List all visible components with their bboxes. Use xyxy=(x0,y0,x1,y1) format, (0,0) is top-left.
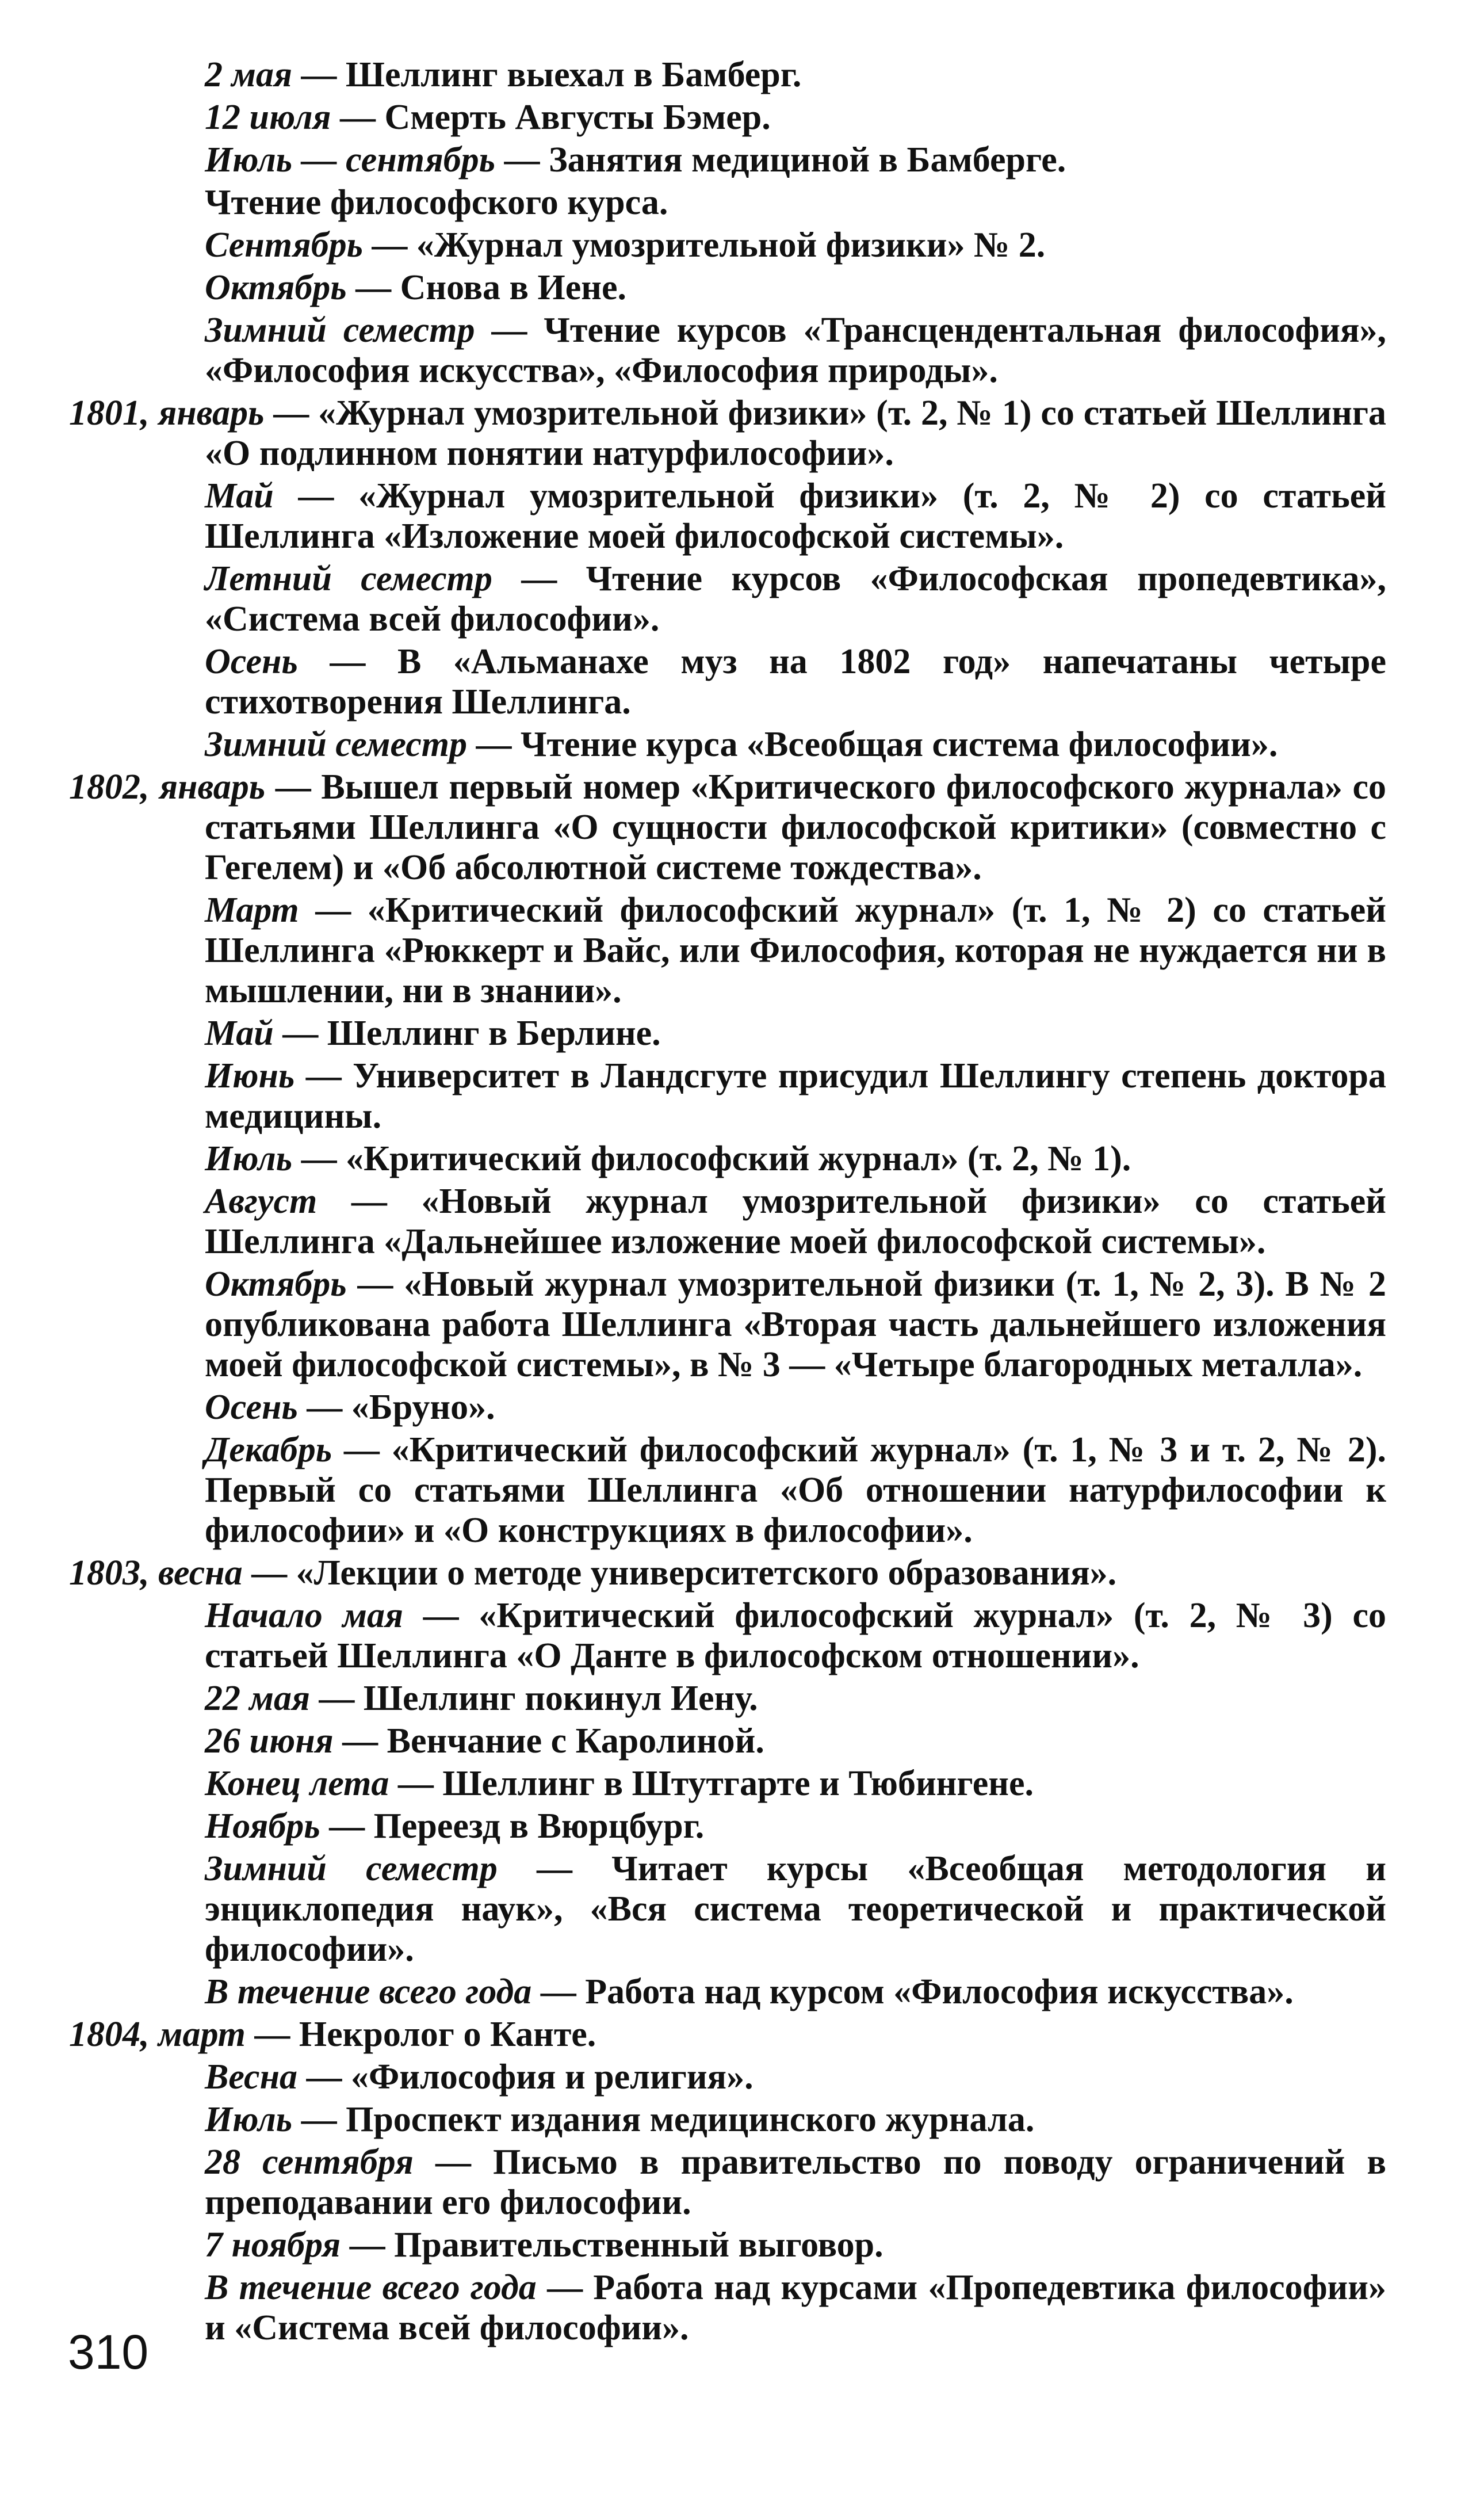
chronology-entry: Июнь — Университет в Ландсгуте присудил Шеллингу степень доктора медицины. xyxy=(205,1056,1386,1136)
entry-text: Письмо в правительство по поводу ограничений в преподавании его философии. xyxy=(205,2143,1387,2222)
entry-text: Чтение курсов «Трансцендентальная философия», «Философия искусства», «Философия природы». xyxy=(205,311,1387,390)
entry-text: «Лекции о методе университетского образования». xyxy=(296,1553,1117,1593)
chronology-entry: Начало мая — «Критический философский журнал» (т. 2, № 3) со статьей Шеллинга «О Данте в философском отношении». xyxy=(205,1596,1386,1675)
chronology-entry: Май — «Журнал умозрительной физики» (т. 2, № 2) со статьей Шеллинга «Изложение моей философской системы». xyxy=(205,476,1386,556)
entry-date-label: 2 мая xyxy=(205,55,292,94)
entry-text: Переезд в Вюрцбург. xyxy=(373,1807,705,1846)
chronology-entry: 12 июля — Смерть Августы Бэмер. xyxy=(205,98,771,137)
entry-date-label: Летний семестр xyxy=(205,559,492,598)
chronology-entry: Октябрь — Снова в Иене. xyxy=(205,268,626,307)
chronology-entry: Ноябрь — Переезд в Вюрцбург. xyxy=(205,1807,705,1846)
entry-date-label: Июль xyxy=(205,2100,293,2139)
chronology-entry: В течение всего года — Работа над курсами «Пропедевтика философии» и «Система всей философии». xyxy=(205,2268,1386,2347)
entry-date-label: Март xyxy=(205,891,299,930)
entry-text: «Критический философский журнал» (т. 1, № 2) со статьей Шеллинга «Рюккерт и Вайс, или Философия, которая не нуждается ни в мышлении, ни в знании». xyxy=(205,891,1387,1010)
chronology-year-entry: 1802, январь — Вышел первый номер «Критического философского журнала» со статьями Шеллинга «О сущности философской критики» (совместно с Гегелем) и «Об абсолютной системе тождества». xyxy=(69,768,1386,887)
chronology-year-entry: 1803, весна — «Лекции о методе университетского образования». xyxy=(69,1553,1117,1593)
entry-text: Шеллинг в Штутгарте и Тюбингене. xyxy=(442,1764,1034,1803)
chronology-entry: Октябрь — «Новый журнал умозрительной физики (т. 1, № 2, 3). В № 2 опубликована работа Шеллинга «Вторая часть дальнейшего изложения моей философской системы», в № 3 — «Четыре благородных металла». xyxy=(205,1265,1386,1384)
entry-text: «Философия и религия». xyxy=(351,2057,754,2097)
entry-date-label: Зимний семестр xyxy=(205,725,467,764)
chronology-entry: В течение всего года — Работа над курсом «Философия искусства». xyxy=(205,1972,1294,2011)
chronology-entry: Зимний семестр — Читает курсы «Всеобщая методология и энциклопедия наук», «Вся система теоретической и практической философии». xyxy=(205,1849,1386,1969)
entry-date-label: Сентябрь xyxy=(205,226,363,265)
entry-date-label: Ноябрь xyxy=(205,1807,320,1846)
entry-date-label: 26 июня xyxy=(205,1721,334,1761)
entry-text: В «Альманахе муз на 1802 год» напечатаны четыре стихотворения Шеллинга. xyxy=(205,642,1386,721)
entry-text: Снова в Иене. xyxy=(400,268,626,307)
entry-date-label: Осень xyxy=(205,642,298,681)
entry-text: «Журнал умозрительной физики» (т. 2, № 1) со статьей Шеллинга «О подлинном понятии натурфилософии». xyxy=(205,394,1387,473)
chronology-entry: Летний семестр — Чтение курсов «Философская пропедевтика», «Система всей философии». xyxy=(205,559,1386,639)
entry-text: Некролог о Канте. xyxy=(299,2015,596,2054)
chronology-year-entry: 1801, январь — «Журнал умозрительной физики» (т. 2, № 1) со статьей Шеллинга «О подлинном понятии натурфилософии». xyxy=(69,394,1387,473)
entry-date-label: Зимний семестр xyxy=(205,1849,498,1888)
entry-date-label: Октябрь xyxy=(205,268,347,307)
chronology-entry xyxy=(69,182,1386,223)
entry-date-label: Август xyxy=(205,1182,318,1221)
entry-year-label: 1803, весна xyxy=(69,1553,243,1593)
entry-date-label: 7 ноября xyxy=(205,2225,341,2265)
chronology-entry: 28 сентября — Письмо в правительство по поводу ограничений в преподавании его философии. xyxy=(205,2143,1387,2222)
chronology-entry: Декабрь — «Критический философский журнал» (т. 1, № 3 и т. 2, № 2). Первый со статьями Шеллинга «Об отношении натурфилософии к философии» и «О конструкциях в философии». xyxy=(205,1430,1387,1550)
chronology-year-entry: 1804, март — Некролог о Канте. xyxy=(69,2015,596,2054)
entry-text: Проспект издания медицинского журнала. xyxy=(346,2100,1035,2139)
entry-text: Чтение курса «Всеобщая система философии». xyxy=(520,725,1278,764)
entry-date-label: Май xyxy=(205,1014,274,1053)
entry-text: Занятия медициной в Бамберге. xyxy=(548,140,1066,180)
entry-date-label: Октябрь xyxy=(205,1265,347,1304)
entry-date-label: Осень xyxy=(205,1388,298,1427)
entry-text: Шеллинг выехал в Бамберг. xyxy=(345,55,802,94)
chronology-entry: Июль — сентябрь — Занятия медициной в Бамберге. xyxy=(205,140,1066,180)
entry-text: Работа над курсом «Философия искусства». xyxy=(585,1972,1294,2011)
entry-text: Чтение философского курса. xyxy=(205,183,668,222)
entry-text: Шеллинг в Берлине. xyxy=(327,1014,661,1053)
entry-text: «Критический философский журнал» (т. 1, № 3 и т. 2, № 2). Первый со статьями Шеллинга «Об отношении натурфилософии к философии» и «О конструкциях в философии». xyxy=(205,1430,1387,1550)
entry-text: «Бруно». xyxy=(351,1388,495,1427)
entry-text: «Журнал умозрительной физики» № 2. xyxy=(416,226,1046,265)
entry-date-label: Начало мая xyxy=(205,1596,403,1635)
entry-text: Шеллинг покинул Иену. xyxy=(363,1679,758,1718)
chronology-entry: 2 мая — Шеллинг выехал в Бамберг. xyxy=(205,55,802,94)
entry-date-label: Май xyxy=(205,476,274,516)
entry-date-label: В течение всего года xyxy=(205,2268,537,2307)
entry-date-label: Декабрь xyxy=(205,1430,332,1469)
entry-text: «Критический философский журнал» (т. 2, № 1). xyxy=(346,1139,1131,1178)
entry-date-label: Июль xyxy=(205,1139,293,1178)
chronology-entry: Осень — «Бруно». xyxy=(205,1388,495,1427)
entry-text: Вышел первый номер «Критического философского журнала» со статьями Шеллинга «О сущности философской критики» (совместно с Гегелем) и «Об абсолютной системе тождества». xyxy=(205,768,1386,887)
chronology-entry: Июль — Проспект издания медицинского журнала. xyxy=(205,2100,1035,2139)
chronology-entry: Конец лета — Шеллинг в Штутгарте и Тюбингене. xyxy=(205,1764,1034,1803)
chronology-entry: 22 мая — Шеллинг покинул Иену. xyxy=(205,1679,758,1718)
chronology-entry: Зимний семестр — Чтение курсов «Трансцендентальная философия», «Философия искусства», «Философия природы». xyxy=(205,311,1387,390)
entry-date-label: Июль — сентябрь xyxy=(205,140,495,180)
entry-date-label: В течение всего года xyxy=(205,1972,532,2011)
entry-date-label: Конец лета xyxy=(205,1764,389,1803)
entry-date-label: 22 мая xyxy=(205,1679,310,1718)
entry-year-label: 1801, январь xyxy=(69,394,265,433)
chronology-entry: Август — «Новый журнал умозрительной физики» со статьей Шеллинга «Дальнейшее изложение моей философской системы». xyxy=(205,1182,1386,1261)
page-number: 310 xyxy=(68,2325,149,2379)
chronology-entry: Май — Шеллинг в Берлине. xyxy=(205,1014,661,1053)
entry-date-label: Зимний семестр xyxy=(205,311,475,350)
chronology-entry: 7 ноября — Правительственный выговор. xyxy=(205,2225,883,2265)
chronology-entry: Весна — «Философия и религия». xyxy=(205,2057,754,2097)
chronology-entry: Осень — В «Альманахе муз на 1802 год» напечатаны четыре стихотворения Шеллинга. xyxy=(205,642,1386,721)
entry-year-label: 1802, январь xyxy=(69,768,266,807)
entry-date-label: Весна xyxy=(205,2057,297,2097)
entry-date-label: 28 сентября xyxy=(205,2143,414,2182)
chronology-entry: Март — «Критический философский журнал» (т. 1, № 2) со статьей Шеллинга «Рюккерт и Вайс, или Философия, которая не нуждается ни в мышлении, ни в знании». xyxy=(205,891,1387,1010)
entry-year-label: 1804, март xyxy=(69,2015,246,2054)
chronology-page xyxy=(69,55,1386,2350)
entry-text: «Журнал умозрительной физики» (т. 2, № 2) со статьей Шеллинга «Изложение моей философской системы». xyxy=(205,476,1386,556)
entry-text: Венчание с Каролиной. xyxy=(387,1721,764,1761)
chronology-entry: Сентябрь — «Журнал умозрительной физики» № 2. xyxy=(205,226,1046,265)
entry-text: Смерть Августы Бэмер. xyxy=(384,98,771,137)
entry-text: «Новый журнал умозрительной физики (т. 1, № 2, 3). В № 2 опубликована работа Шеллинга «Вторая часть дальнейшего изложения моей философской системы», в № 3 — «Четыре благородных металла». xyxy=(205,1265,1386,1384)
entry-date-label: 12 июля xyxy=(205,98,331,137)
entry-text: «Новый журнал умозрительной физики» со статьей Шеллинга «Дальнейшее изложение моей философской системы». xyxy=(205,1182,1386,1261)
entry-text: Работа над курсами «Пропедевтика философии» и «Система всей философии». xyxy=(205,2268,1386,2347)
entry-text: Читает курсы «Всеобщая методология и энциклопедия наук», «Вся система теоретической и практической философии». xyxy=(205,1849,1386,1969)
chronology-entry: 26 июня — Венчание с Каролиной. xyxy=(205,1721,764,1761)
chronology-entry: Июль — «Критический философский журнал» (т. 2, № 1). xyxy=(205,1139,1131,1178)
entry-text: «Критический философский журнал» (т. 2, № 3) со статьей Шеллинга «О Данте в философском отношении». xyxy=(205,1596,1386,1675)
entry-text: Университет в Ландсгуте присудил Шеллингу степень доктора медицины. xyxy=(205,1056,1386,1136)
entry-text: Правительственный выговор. xyxy=(394,2225,883,2265)
chronology-entry: Зимний семестр — Чтение курса «Всеобщая система философии». xyxy=(205,725,1278,764)
entry-date-label: Июнь xyxy=(205,1056,295,1095)
entry-text: Чтение курсов «Философская пропедевтика», «Система всей философии». xyxy=(205,559,1386,639)
